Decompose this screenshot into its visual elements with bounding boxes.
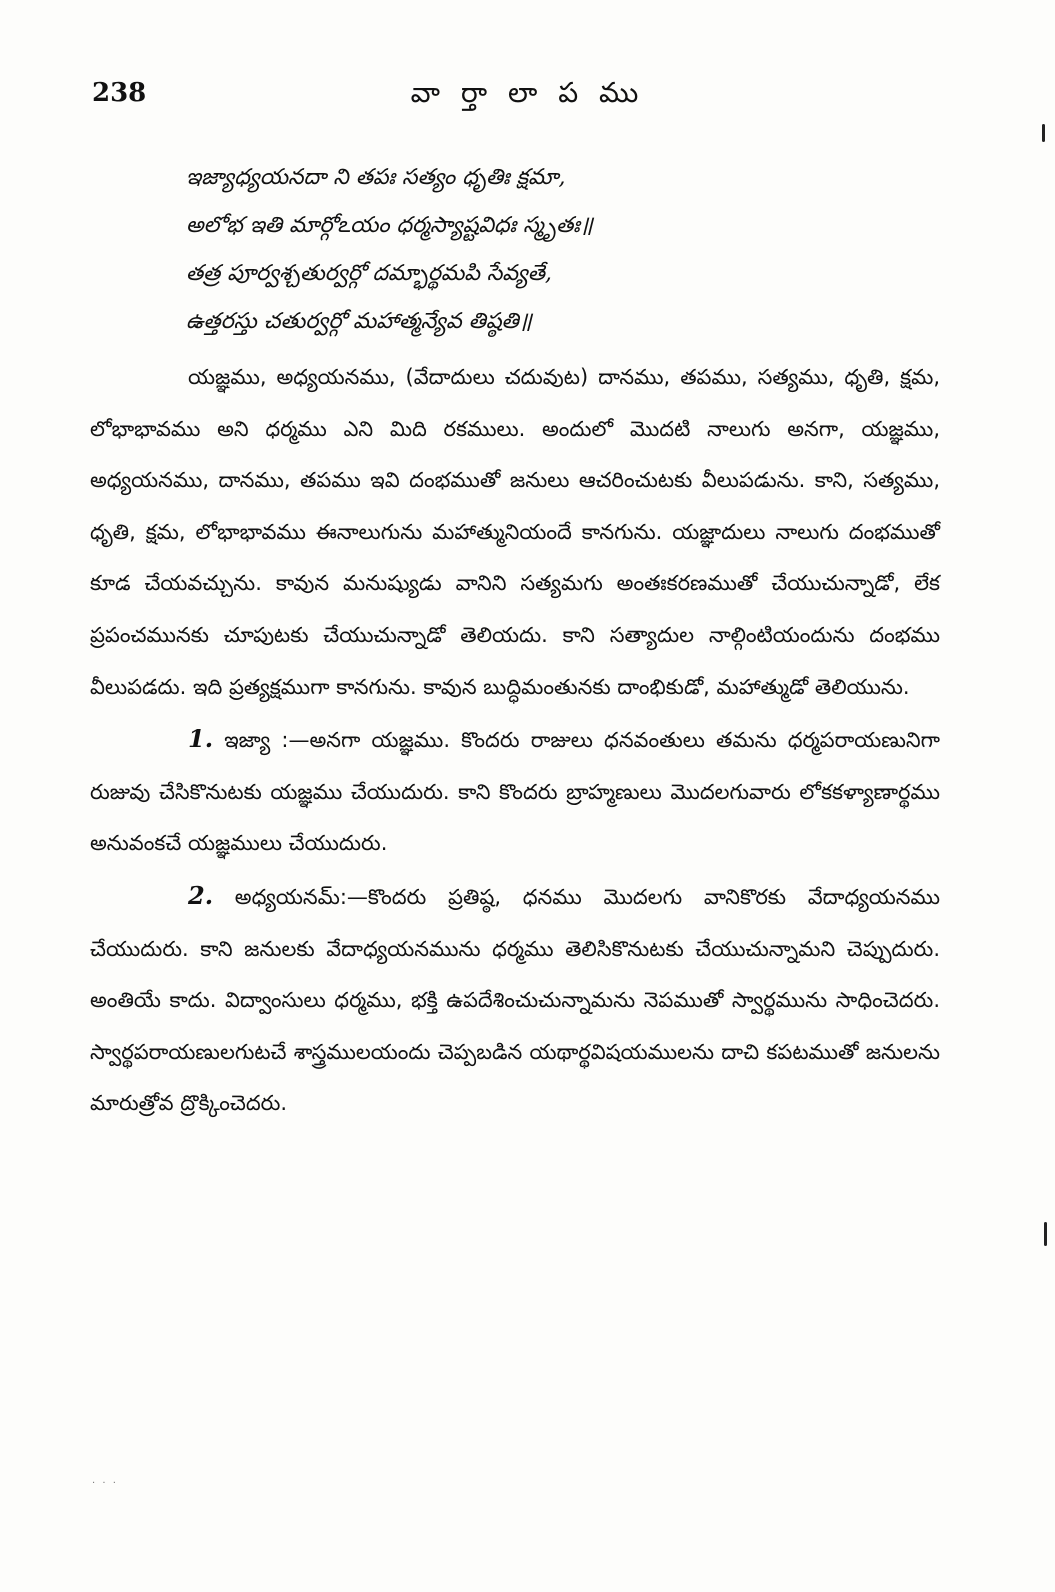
verse-line: అలోభ ఇతి మార్గోఽయం ధర్మస్యాష్టవిధః స్మృతః॥ <box>186 213 593 238</box>
paragraph-adhyayanam <box>90 870 940 1130</box>
verse-line: తత్ర పూర్వశ్చతుర్వర్గో దమ్భార్థమపి సేవ్యతే, <box>186 261 552 286</box>
paragraph-number: 1. <box>188 724 214 754</box>
paragraph-ijya <box>90 713 940 870</box>
page-number: 238 <box>92 78 147 108</box>
paragraph-text: అధ్యయనమ్:—కొందరు ప్రతిష్ఠ, ధనము మొదలగు వానికొరకు వేదాధ్యయనము చేయుదురు. కాని జనులకు వేదాధ్యయనమును ధర్మము తెలిసికొనుటకు చేయుచున్నామని చెప్పుదురు. అంతియే కాదు. విద్వాంసులు ధర్మము, భక్తి ఉపదేశించుచున్నామను నెపముతో స్వార్థమును సాధించెదరు. స్వార్థపరాయణులగుటచే శాస్త్రములయందు చెప్పబడిన యథార్థవిషయములను దాచి కపటముతో జనులను మారుత్రోవ ద్రొక్కించెదరు. <box>90 884 940 1116</box>
margin-mark <box>1042 124 1045 142</box>
body-text <box>90 352 940 1130</box>
paragraph-number: 2. <box>188 880 214 910</box>
verse-line: ఇజ్యాధ్యయనదా ని తపః సత్యం ధృతిః క్షమా, <box>186 165 566 190</box>
paragraph-text: ఇజ్యా :—అనగా యజ్ఞము. కొందరు రాజులు ధనవంతులు తమను ధర్మపరాయణునిగా రుజువు చేసికొనుటకు యజ్ఞము చేయుదురు. కాని కొందరు బ్రాహ్మణులు మొదలగువారు లోకకళ్యాణార్థము అనువంకచే యజ్ఞములు చేయుదురు. <box>90 728 940 856</box>
verse-line: ఉత్తరస్తు చతుర్వర్గో మహాత్మన్యేవ తిష్ఠతి॥ <box>186 309 532 334</box>
scan-speckle: · · · <box>92 1478 118 1489</box>
paragraph-explanation: యజ్ఞము, అధ్యయనము, (వేదాదులు చదువుట) దానము, తపము, సత్యము, ధృతి, క్షమ, లోభాభావము అని ధర్మము ఎని మిది రకములు. అందులో మొదటి నాలుగు అనగా, యజ్ఞము, అధ్యయనము, దానము, తపము ఇవి దంభముతో జనులు ఆచరించుటకు వీలుపడును. కాని, సత్యము, ధృతి, క్షమ, లోభాభావము ఈనాలుగును మహాత్మునియందే కానగును. యజ్ఞాదులు నాలుగు దంభముతో కూడ చేయవచ్చును. కావున మనుష్యుడు వానిని సత్యమగు అంతఃకరణముతో చేయుచున్నాడో, లేక ప్రపంచమునకు చూపుటకు చేయుచున్నాడో తెలియదు. కాని సత్యాదుల నాల్గింటియందును దంభము వీలుపడదు. ఇది ప్రత్యక్షముగా కానగును. కావున బుద్ధిమంతునకు దాంభికుడో, మహాత్ముడో తెలియును. <box>90 365 940 699</box>
margin-mark <box>1044 1222 1047 1246</box>
running-title: వా ర్తా లా ప ము <box>410 76 645 109</box>
sanskrit-verse <box>186 154 946 346</box>
